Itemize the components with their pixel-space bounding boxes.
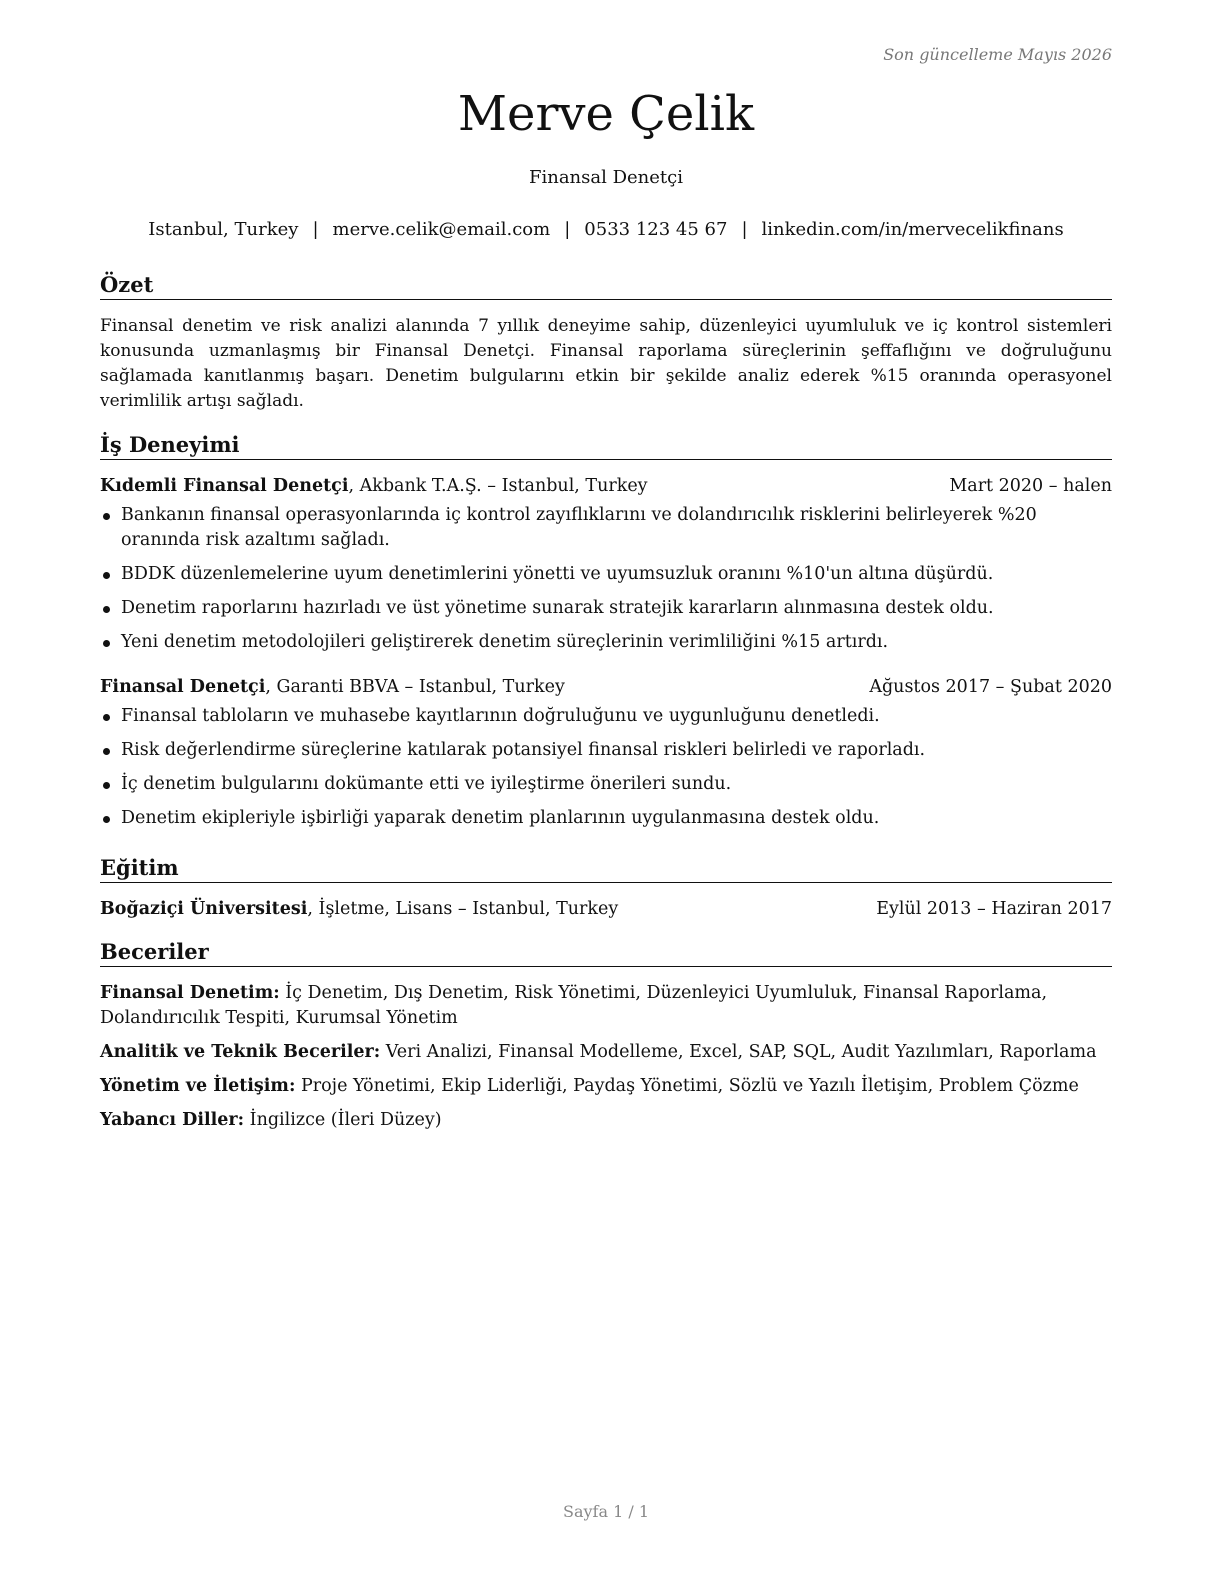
bullet-icon bbox=[103, 714, 110, 721]
job-bullets bbox=[100, 503, 1112, 655]
page-number: Sayfa 1 / 1 bbox=[562, 1502, 649, 1521]
education-heading: Eğitim bbox=[100, 855, 1112, 883]
school-name: Boğaziçi Üniversitesi bbox=[100, 899, 308, 919]
bullet-text: Finansal tabloların ve muhasebe kayıtlarının doğruluğunu ve uygunluğunu denetledi. bbox=[121, 706, 880, 726]
list-item bbox=[100, 630, 1112, 655]
job-header bbox=[100, 675, 1112, 700]
bullet-icon bbox=[103, 606, 110, 613]
skill-label: Finansal Denetim: bbox=[100, 983, 280, 1003]
contact-line bbox=[100, 219, 1112, 240]
job-dates: Mart 2020 – halen bbox=[949, 476, 1112, 496]
skill-label: Yabancı Diller: bbox=[100, 1110, 245, 1130]
skills-list bbox=[100, 981, 1112, 1133]
bullet-text: İç denetim bulgularını dokümante etti ve iyileştirme önerileri sundu. bbox=[121, 774, 732, 794]
skills-section bbox=[100, 939, 1112, 1142]
candidate-name: Merve Çelik bbox=[457, 86, 755, 142]
bullet-text: Denetim ekipleriyle işbirliği yaparak denetim planlarının uygulanmasına destek oldu. bbox=[121, 808, 880, 828]
bullet-icon bbox=[103, 748, 110, 755]
list-item bbox=[100, 503, 1112, 553]
contact-phone[interactable]: 0533 123 45 67 bbox=[584, 219, 728, 240]
job-organization: , Akbank T.A.Ş. – Istanbul, Turkey bbox=[348, 476, 648, 496]
bullet-text: BDDK düzenlemelerine uyum denetimlerini yönetti ve uyumsuzluk oranını %10'un altına düşürdü. bbox=[121, 564, 994, 584]
summary-heading: Özet bbox=[100, 272, 1112, 300]
bullet-icon bbox=[103, 572, 110, 579]
contact-separator: | bbox=[741, 219, 748, 240]
skill-label: Yönetim ve İletişim: bbox=[100, 1076, 296, 1096]
education-section bbox=[100, 855, 1112, 922]
job-organization: , Garanti BBVA – Istanbul, Turkey bbox=[265, 677, 565, 697]
list-item bbox=[100, 596, 1112, 621]
skill-group bbox=[100, 981, 1112, 1031]
summary-section bbox=[100, 272, 1112, 414]
skill-items: İngilizce (İleri Düzey) bbox=[244, 1110, 442, 1130]
experience-heading: İş Deneyimi bbox=[100, 432, 1112, 460]
contact-separator: | bbox=[564, 219, 571, 240]
contact-linkedin[interactable]: linkedin.com/in/mervecelikfinans bbox=[761, 219, 1064, 240]
job-role: Finansal Denetçi bbox=[100, 677, 266, 697]
bullet-text: Denetim raporlarını hazırladı ve üst yönetime sunarak stratejik kararların alınmasına destek oldu. bbox=[121, 598, 994, 618]
degree-detail: , İşletme, Lisans – Istanbul, Turkey bbox=[307, 899, 619, 919]
job-bullets bbox=[100, 704, 1112, 831]
job-role: Kıdemli Finansal Denetçi bbox=[100, 476, 349, 496]
bullet-icon bbox=[103, 782, 110, 789]
skill-items: Veri Analizi, Finansal Modelleme, Excel, SAP, SQL, Audit Yazılımları, Raporlama bbox=[380, 1042, 1097, 1062]
bullet-text: Yeni denetim metodolojileri geliştirerek denetim süreçlerinin verimliliğini %15 artırdı. bbox=[121, 632, 889, 652]
list-item bbox=[100, 562, 1112, 587]
last-updated-note: Son güncelleme Mayıs 2026 bbox=[883, 45, 1112, 64]
contact-separator: | bbox=[312, 219, 319, 240]
bullet-icon bbox=[103, 816, 110, 823]
job-header bbox=[100, 474, 1112, 499]
resume-page bbox=[100, 0, 1112, 1584]
bullet-text: Bankanın finansal operasyonlarında iç kontrol zayıflıklarını ve dolandırıcılık risklerini belirleyerek %20 oranında risk azaltımı sağladı. bbox=[121, 505, 1037, 550]
job-entry bbox=[100, 675, 1112, 831]
job-entry bbox=[100, 474, 1112, 655]
skill-group bbox=[100, 1074, 1112, 1099]
skill-group bbox=[100, 1040, 1112, 1065]
list-item bbox=[100, 704, 1112, 729]
experience-section bbox=[100, 432, 1112, 840]
list-item bbox=[100, 806, 1112, 831]
candidate-title: Finansal Denetçi bbox=[528, 167, 683, 188]
list-item bbox=[100, 772, 1112, 797]
skill-items: Proje Yönetimi, Ekip Liderliği, Paydaş Yönetimi, Sözlü ve Yazılı İletişim, Problem Çözme bbox=[295, 1076, 1079, 1096]
job-dates: Ağustos 2017 – Şubat 2020 bbox=[869, 677, 1112, 697]
bullet-text: Risk değerlendirme süreçlerine katılarak potansiyel finansal riskleri belirledi ve raporladı. bbox=[121, 740, 926, 760]
contact-email[interactable]: merve.celik@email.com bbox=[332, 219, 551, 240]
list-item bbox=[100, 738, 1112, 763]
skill-items: İç Denetim, Dış Denetim, Risk Yönetimi, Düzenleyici Uyumluluk, Finansal Raporlama, Dolandırıcılık Tespiti, Kurumsal Yönetim bbox=[100, 983, 1048, 1028]
education-dates: Eylül 2013 – Haziran 2017 bbox=[876, 899, 1112, 919]
skill-label: Analitik ve Teknik Beceriler: bbox=[100, 1042, 381, 1062]
contact-location: Istanbul, Turkey bbox=[148, 219, 299, 240]
skill-group bbox=[100, 1108, 1112, 1133]
bullet-icon bbox=[103, 513, 110, 520]
skills-heading: Beceriler bbox=[100, 939, 1112, 967]
education-entry bbox=[100, 897, 1112, 922]
summary-text: Finansal denetim ve risk analizi alanında 7 yıllık deneyime sahip, düzenleyici uyumluluk ve iç kontrol sistemleri konusunda uzmanlaşmış bir Finansal Denetçi. Finansal raporlama süreçlerinin şeffaflığını ve doğruluğunu sağlamada kanıtlanmış başarı. Denetim bulgularını etkin bir şekilde analiz ederek %15 oranında operasyonel verimlilik artışı sağladı. bbox=[100, 316, 1112, 411]
bullet-icon bbox=[103, 640, 110, 647]
